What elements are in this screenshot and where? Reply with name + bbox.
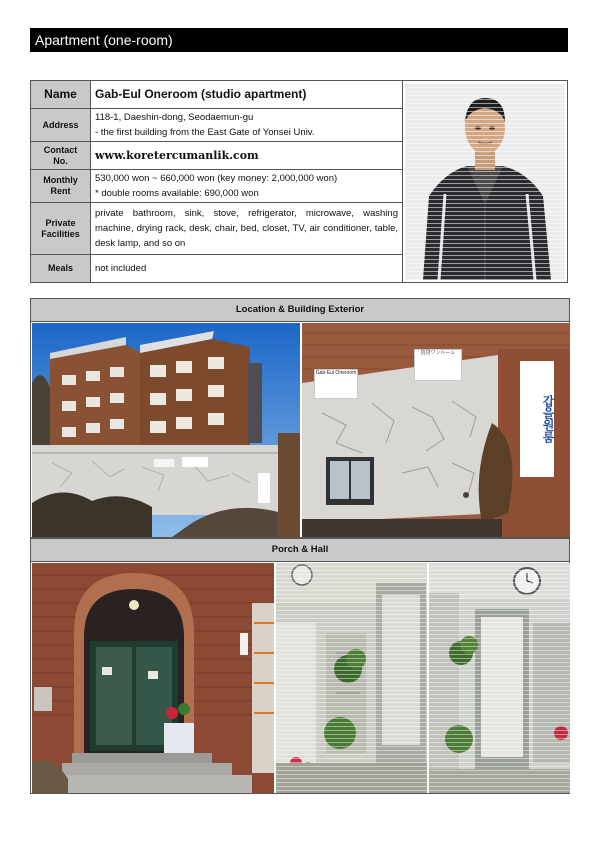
- name-value: Gab-Eul Oneroom (studio apartment): [91, 81, 403, 109]
- location-section: [30, 298, 570, 538]
- rent-line-1: 530,000 won ~ 660,000 won (key money: 2,000,000 won): [95, 173, 338, 184]
- address-value: [91, 109, 403, 142]
- rent-label-line-1: Monthly: [43, 175, 78, 185]
- info-table: [30, 80, 568, 283]
- japanese-building-sign: 賃貸ワンルーム: [414, 349, 462, 381]
- porch-entrance-photo: [32, 563, 274, 793]
- hall-interior-photo-1: [276, 563, 427, 793]
- korean-building-sign: 갑을원룸: [520, 361, 554, 477]
- rent-value: [91, 170, 403, 203]
- meals-value: not included: [91, 255, 403, 283]
- porch-section: [30, 538, 570, 794]
- rent-label: [31, 170, 91, 203]
- address-line-2: - the first building from the East Gate of Yonsei Univ.: [95, 127, 315, 138]
- portrait-photo: [405, 84, 565, 280]
- facilities-label: [31, 203, 91, 255]
- building-wall-sign-photo: [302, 323, 570, 537]
- rent-label-line-2: Rent: [50, 186, 71, 196]
- contact-website-link[interactable]: www.koretercumanlik.com: [91, 142, 403, 170]
- name-label: Name: [31, 81, 91, 109]
- contact-label: [31, 142, 91, 170]
- address-line-1: 118-1, Daeshin-dong, Seodaemun-gu: [95, 112, 254, 123]
- rent-line-2: * double rooms available: 690,000 won: [95, 188, 259, 199]
- porch-section-title: Porch & Hall: [31, 539, 569, 562]
- english-building-sign: Gab-Eul Oneroom: [314, 369, 358, 399]
- location-section-title: Location & Building Exterior: [31, 299, 569, 322]
- facilities-label-line-2: Facilities: [41, 228, 80, 239]
- page-title: Apartment (one-room): [30, 28, 568, 52]
- facilities-label-line-1: Private: [45, 217, 76, 228]
- hall-interior-photo-2: [429, 563, 570, 793]
- contact-label-line-2: No.: [53, 155, 68, 166]
- building-exterior-photo: [32, 323, 300, 537]
- address-label: Address: [31, 109, 91, 142]
- portrait-cell: [403, 81, 568, 283]
- meals-label: Meals: [31, 255, 91, 283]
- facilities-value: private bathroom, sink, stove, refrigerator, microwave, washing machine, drying rack, desk, chair, bed, closet, TV, air conditioner, table, desk lamp, and so on: [91, 203, 403, 255]
- contact-label-line-1: Contact: [43, 144, 78, 155]
